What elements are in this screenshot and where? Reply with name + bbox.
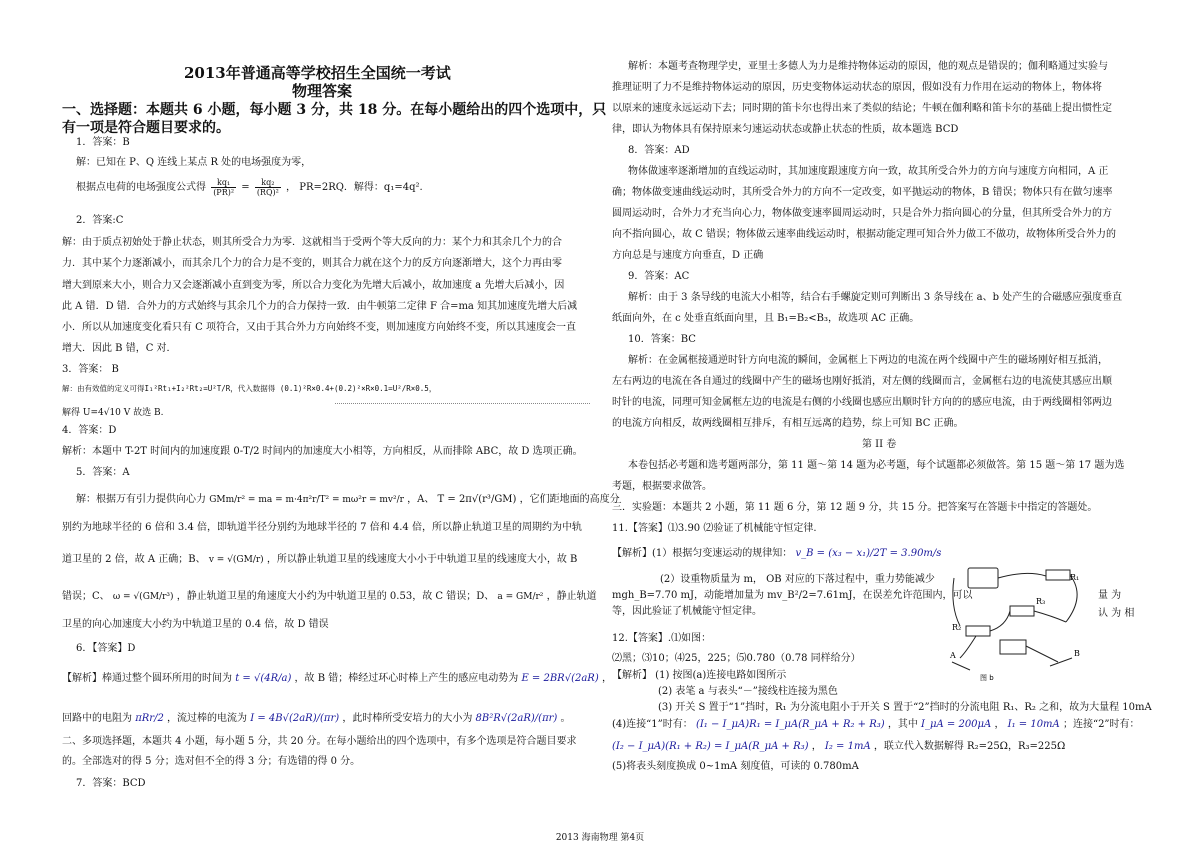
answer-6-eq-emf: E = 2BR√(2aR) [521, 673, 599, 684]
answer-6-line2-end: 。 [560, 713, 571, 724]
answer-11-line2: (2）设重物质量为 m， OB 对应的下落过程中，重力势能减少 [660, 574, 935, 585]
answer-5-line3-eq: v = √(GM/r) [208, 555, 264, 565]
answer-5-line5: 卫星的向心加速度大小约为中轨道卫星的 0.4 倍，故 D 错误 [62, 619, 329, 630]
answer-12-line4: (3) 开关 S 置于“1”挡时，R₁ 为分流电阻小于开关 S 置于“2”挡时的分流电阻 R₁、R₂ 之和，故为大量程 10mA [658, 702, 1152, 713]
answer-8-line1: 物体做速率逐渐增加的直线运动时，其加速度跟速度方向一致，故其所受合外力的方向与速度方向相同，A 正 [628, 166, 1109, 177]
answer-1-line2 [76, 178, 423, 197]
answer-3-tiny-eq2: (0.1)²R×0.4+(0.2)²×R×0.1=U²/R×0.5 [279, 384, 429, 393]
answer-12-line6-end: ，联立代入数据解得 R₂=25Ω，R₃=225Ω [873, 741, 1066, 752]
answer-10-line1: 解析：在金属框接通逆时针方向电流的瞬间，金属框上下两边的电流在两个线圈中产生的磁场刚好相互抵消， [628, 355, 1108, 366]
answer-11-side2: 认 为 相 [1098, 608, 1135, 619]
page-title: 2013年普通高等学校招生全国统一考试 [184, 64, 451, 82]
answer-1-line1: 解：已知在 P、Q 连线上某点 R 处的电场强度为零， [76, 157, 312, 168]
answer-12-eq2: I_μA = 200μA [921, 719, 992, 730]
wire [953, 578, 960, 626]
answer-2: 2．答案:C [76, 215, 124, 226]
answer-4: 4．答案：D [62, 425, 117, 436]
answer-6-line2 [62, 713, 571, 725]
answer-11-line1-text: 【解析】(1）根据匀变速运动的规律知： [612, 548, 793, 559]
equals-sign: = [241, 182, 250, 193]
section2-line1: 二、多项选择题，本题共 4 小题，每小题 5 分，共 20 分。在每小题给出的四个选项中，有多个选项是符合题目要求 [62, 736, 577, 747]
answer-5-line1-end: ，它们距地面的高度分 [519, 494, 620, 505]
answer-6-line2-mid1: ，流过棒的电流为 [167, 713, 247, 724]
answer-1-line2-end: ， PR=2RQ．解得：q₁=4q². [286, 182, 423, 193]
answer-3-line2: 解得 U=4√10 V 故选 B. [62, 408, 164, 418]
answer-5-line4-eq1: ω = √(GM/r³) [112, 592, 174, 602]
answer-5-line3-text: 道卫星的 2 倍，故 A 正确；B、 [62, 554, 206, 565]
resistor-r1-icon [1046, 570, 1070, 580]
answer-5-line2: 别约为地球半径的 6 倍和 3.4 倍，即轨道半径分别约为地球半径的 7 倍和 4.4 倍，所以静止轨道卫星的周期约为中轨 [62, 522, 582, 533]
answer-6-line1-text: 【解析】棒通过整个圆环所用的时间为 [62, 673, 232, 684]
fraction-1-num: kq₁ [211, 178, 236, 188]
part2-line1: 本卷包括必考题和选考题两部分，第 11 题～第 14 题为必考题，每个试题都必须做答。第 15 题～第 17 题为选 [628, 460, 1125, 471]
section3-heading: 三．实验题：本题共 2 小题，第 11 题 6 分，第 12 题 9 分，共 15 分。把答案写在答题卡中指定的答题处。 [612, 502, 1098, 513]
figure-caption: 图 b [980, 674, 994, 682]
answer-6-eq-current: I = 4B√(2aR)/(πr) [250, 713, 340, 724]
answer-2-line4: 此 A 错．D 错．合外力的方式始终与其余几个力的合力保持一致．由牛顿第二定律 F 合=ma 知其加速度先增大后减 [62, 301, 578, 312]
answer-12-line5-mid1: ，其中 [887, 719, 918, 730]
fraction-1 [211, 178, 236, 197]
answer-11: 11.【答案】⑴3.90 ⑵验证了机械能守恒定律. [612, 523, 817, 534]
label-a: A [950, 651, 956, 660]
part2-heading: 第 II 卷 [862, 439, 897, 450]
answer-12-eq5: I₂ = 1mA [824, 741, 871, 752]
answer-5-line3-end: ，所以静止轨道卫星的线速度大小小于中轨道卫星的线速度大小，故 B [266, 554, 578, 565]
answer-11-line3: mgh_B=7.70 mJ，动能增加量为 mv_B²/2=7.61mJ，在误差允许范围内，可以 [612, 590, 973, 601]
answer-12-line2: 【解析】 (1) 按图(a)连接电路如图所示 [612, 670, 787, 681]
galvanometer-icon [968, 568, 998, 588]
answer-10-line3: 时针的电流，同理可知金属框左边的电流是右侧的小线圈也感应出顺时针方向的的感应电流，由于两线圈相邻两边 [612, 397, 1112, 408]
answer-9: 9．答案：AC [628, 271, 690, 282]
label-r3: R₃ [1036, 597, 1046, 606]
answer-3-tiny-eq1: I₁²Rt₁+I₂²Rt₂=U²T/R [144, 384, 231, 393]
answer-3-tiny-text3: ， [428, 384, 437, 393]
answer-12-line1: ⑵黑；⑶10；⑷25，225；⑸0.780（0.78 同样给分） [612, 653, 861, 664]
answer-11-line4: 等，因此验证了机械能守恒定律。 [612, 606, 762, 617]
answer-7-analysis-line2: 推理证明了力不是维持物体运动的原因，历史变物体运动状态的原因，假如没有力作用在运动的物体上，物体将 [612, 82, 1102, 93]
answer-9-line1: 解析：由于 3 条导线的电流大小相等，结合右手螺旋定则可判断出 3 条导线在 a、b 处产生的合磁感应强度垂直 [628, 292, 1123, 303]
answer-8-line5: 方向总是与速度方向垂直，D 正确 [612, 250, 764, 261]
probe-a-icon [952, 662, 970, 670]
answer-3: 3．答案： B [62, 364, 119, 375]
label-b: B [1074, 649, 1080, 658]
answer-6-line1 [62, 673, 612, 685]
fraction-2 [255, 178, 281, 197]
switch-icon [1000, 640, 1026, 654]
answer-12-line6-mid1: ， [811, 741, 822, 752]
answer-6-eq-resistance: πRr/2 [135, 713, 164, 724]
answer-4-line1: 解析：本题中 T-2T 时间内的加速度跟 0-T/2 时间内的加速度大小相等，方向相反，从而排除 ABC，故 D 选项正确。 [62, 446, 583, 457]
answer-5-line1-mid: ，A、 T = 2π√(r³/GM) [407, 494, 517, 505]
answer-5-line1-text: 解：根据万有引力提供向心力 [76, 494, 206, 505]
answer-6-line1-end: ， [601, 673, 612, 684]
answer-10-line2: 左右两边的电流在各自通过的线圈中产生的磁场也刚好抵消，对左侧的线圈而言，金属框右边的电流使其感应出顺 [612, 376, 1112, 387]
answer-8-line2: 确；物体做变速曲线运动时，其所受合外力的方向不一定改变，如平抛运动的物体，B 错误；物体只有在做匀速率 [612, 187, 1113, 198]
answer-3-tiny-text2: ，代入数据得 [230, 384, 276, 393]
answer-5: 5．答案：A [76, 467, 130, 478]
section1-heading-line2: 有一项是符合题目要求的。 [62, 120, 230, 136]
answer-3-tiny-line [62, 384, 436, 393]
answer-8: 8．答案：AD [628, 145, 690, 156]
answer-6-eq-time: t = √(4R/a) [235, 673, 292, 684]
answer-7-analysis-line1: 解析：本题考查物理学史，亚里士多德人为力是维持物体运动的原因，他的观点是错误的；伽利略通过实验与 [628, 61, 1108, 72]
answer-8-line4: 向不指向圆心，故 C 错误；物体做云速率曲线运动时，根据动能定理可知合外力做工不做功，故物体所受合外力的 [612, 229, 1117, 240]
answer-5-line1 [76, 494, 620, 506]
answer-12-eq1: (I₁ − I_μA)R₁ = I_μA(R_μA + R₂ + R₃) [695, 719, 885, 730]
answer-7-analysis-line3: 以原来的速度永远运动下去；同时期的笛卡尔也得出来了类似的结论；牛顿在伽利略和笛卡尔的基础上提出惯性定 [612, 103, 1112, 114]
answer-11-side1: 量 为 [1098, 590, 1122, 601]
answer-12-line5-text: (4)连接“1”时有： [612, 719, 693, 730]
answer-3-tiny-text1: 解：由有效值的定义可得 [62, 384, 145, 393]
answer-5-line4-end: ，静止轨道 [546, 591, 597, 602]
fraction-1-den: (PR)² [213, 188, 235, 197]
answer-12-line6 [612, 741, 1065, 753]
resistor-r3-icon [1010, 606, 1034, 616]
circuit-diagram [946, 566, 1088, 684]
answer-7-analysis-line4: 律，即认为物体具有保持原来匀速运动状态或静止状态的性质，故本题选 BCD [612, 124, 959, 135]
answer-12: 12.【答案】.⑴如图： [612, 633, 712, 644]
answer-2-line1: 解：由于质点初始处于静止状态，则其所受合力为零．这就相当于受两个等大反向的力：某个力和其余几个力的合 [62, 237, 562, 248]
answer-8-line3: 圆周运动时，合外力才充当向心力，物体做变速率圆周运动时，只是合外力指向圆心的分量，但其所受合外力的方 [612, 208, 1112, 219]
dotted-rule [335, 403, 590, 404]
answer-2-line2: 力．其中某个力逐渐减小，而其余几个力的合力是不变的，则其合力就在这个力的反方向逐渐增大，这个力再由零 [62, 258, 562, 269]
answer-12-eq3: I₁ = 10mA [1007, 719, 1060, 730]
label-r2: R₂ [952, 623, 962, 632]
answer-11-eq-velocity: v_B = (x₃ − x₁)/2T = 3.90m/s [795, 548, 942, 559]
answer-10-line4: 的电流方向相反，故两线圈相互排斥，有相互远离的趋势，综上可知 BC 正确。 [612, 418, 964, 429]
resistor-r2-icon [966, 626, 990, 636]
answer-6: 6．【答案】D [76, 643, 136, 654]
answer-5-line4-text: 错误；C、 [62, 591, 110, 602]
answer-1: 1．答案：B [76, 137, 130, 148]
answer-5-line4-eq2: a = GM/r² [497, 592, 544, 602]
part2-line2: 考题，根据要求做答。 [612, 481, 712, 492]
answer-7: 7．答案：BCD [76, 778, 146, 789]
answer-11-line1 [612, 548, 941, 560]
page-footer: 2013 海南物理 第4页 [555, 833, 645, 843]
answer-12-line7: (5)将表头刻度换成 0~1mA 刻度值，可读的 0.780mA [612, 761, 859, 772]
answer-5-line4 [62, 591, 597, 603]
answer-12-line5-end: ；连接“2”时有： [1062, 719, 1140, 730]
fraction-2-den: (RQ)² [256, 188, 279, 197]
answer-6-line1-mid: ，故 B 错；棒经过环心时棒上产生的感应电动势为 [294, 673, 519, 684]
answer-9-line2: 纸面向外，在 c 处垂直纸面向里，且 B₁=B₂<B₃，故选项 AC 正确。 [612, 313, 920, 324]
answer-12-line5-mid2: ， [994, 719, 1005, 730]
section2-line2: 的。全部选对的得 5 分；选对但不全的得 3 分；有选错的得 0 分。 [62, 756, 361, 767]
answer-2-line5: 小．所以从加速度变化看只有 C 项符合，又由于其合外力方向始终不变，则加速度方向始终不变，所以其速度会一直 [62, 322, 577, 333]
wire [960, 636, 976, 658]
answer-10: 10．答案：BC [628, 334, 696, 345]
answer-2-line6: 增大．因此 B 错，C 对． [62, 343, 177, 354]
answer-6-eq-force: 8B²R√(2aR)/(πr) [475, 713, 558, 724]
answer-1-line2-text: 根据点电荷的电场强度公式得 [76, 182, 206, 193]
wire [1066, 573, 1080, 622]
answer-12-eq4: (I₂ − I_μA)(R₁ + R₂) = I_μA(R_μA + R₃) [612, 741, 809, 752]
answer-12-line5 [612, 719, 1140, 731]
answer-5-line4-mid: ，静止轨道卫星的角速度大小约为中轨道卫星的 0.53，故 C 错误；D、 [176, 591, 495, 602]
answer-12-line3: (2) 表笔 a 与表头“－”接线柱连接为黑色 [658, 686, 838, 697]
answer-2-line3: 增大到原来大小，则合力又会逐渐减小直到变为零，所以合力变化为先增大后减小，故加速度 a 先增大后减小，因 [62, 280, 565, 291]
label-r1: R₁ [1070, 573, 1080, 582]
page-subtitle: 物理答案 [292, 82, 353, 100]
answer-5-line3 [62, 554, 577, 566]
fraction-2-num: kq₂ [255, 178, 281, 188]
answer-6-line2-text: 回路中的电阻为 [62, 713, 132, 724]
wire [990, 611, 1010, 631]
wire [1034, 611, 1066, 622]
answer-5-eq1: GMm/r² = ma = m·4π²r/T² = mω²r = mv²/r [209, 495, 404, 505]
answer-6-line2-mid2: ，此时棒所受安培力的大小为 [342, 713, 473, 724]
section1-heading-line1: 一、选择题：本题共 6 小题，每小题 3 分，共 18 分。在每小题给出的四个选项中，只 [62, 102, 607, 118]
wire [998, 573, 1046, 578]
wire [1026, 646, 1058, 662]
